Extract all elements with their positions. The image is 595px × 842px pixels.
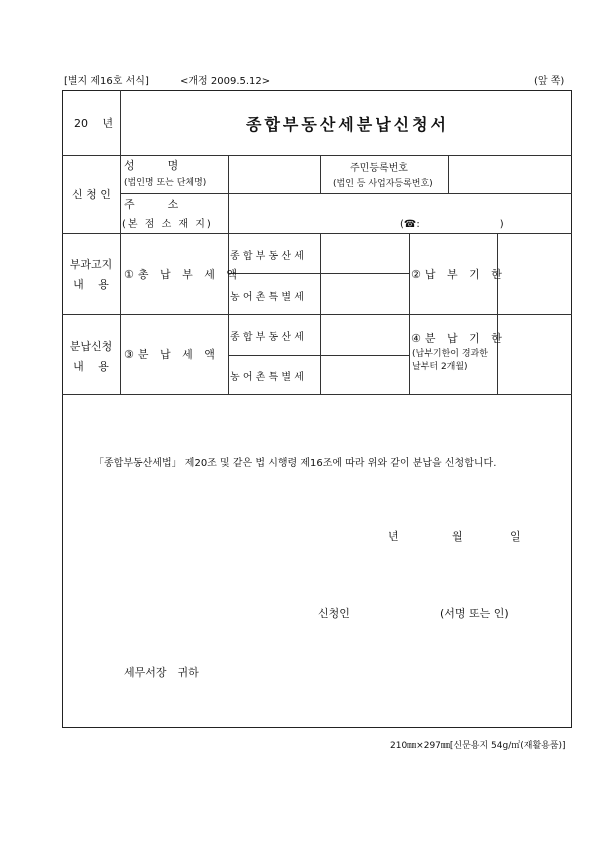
divider-install-end (62, 394, 572, 395)
year-field: 20 년 (74, 117, 114, 130)
installment-amount-label: ③분 납 세 액 (124, 348, 219, 361)
divider-title (62, 155, 572, 156)
name-sublabel: (법인명 또는 단체명) (124, 178, 207, 188)
date-day-label: 일 (510, 530, 521, 543)
paper-spec: 210㎜×297㎜[신문용지 54g/㎡(재활용품)] (390, 741, 566, 751)
installment-rural-tax-label: 농 어 촌 특 별 세 (230, 372, 304, 383)
divider-applicant-end (62, 233, 572, 234)
notice-section-label: 부과고지 내 용 (69, 258, 113, 291)
installment-property-tax-label: 종 합 부 동 산 세 (230, 332, 304, 343)
phone-field: (☎: ) (400, 219, 504, 230)
name-label: 성 명 (124, 159, 179, 172)
signature-field: (서명 또는 인) (440, 607, 509, 620)
address-label: 주 소 (124, 198, 179, 211)
divider-left-col (120, 90, 121, 394)
divider-value-col (320, 233, 321, 394)
signer-label: 신청인 (318, 607, 350, 620)
addressee: 세무서장 귀하 (124, 666, 199, 679)
total-tax-label: ①총 납 부 세 액 (124, 268, 241, 281)
form-title: 종합부동산세분납신청서 (246, 115, 450, 134)
installment-deadline-note: (납부기한이 경과한 날부터 2개월) (412, 349, 488, 372)
form-number: [별지 제16호 서식] (64, 76, 149, 87)
divider-deadline-col (409, 233, 410, 394)
revision-date: <개정 2009.5.12> (180, 76, 271, 87)
divider-notice-mid (228, 273, 409, 274)
notice-rural-tax-label: 농 어 촌 특 별 세 (230, 292, 304, 303)
installment-deadline-label: ④분 납 기 한 (411, 332, 506, 345)
divider-applicant (120, 193, 572, 194)
applicant-section-label: 신 청 인 (72, 188, 111, 201)
divider-name-col (228, 155, 229, 193)
divider-install-mid (228, 355, 409, 356)
notice-property-tax-label: 종 합 부 동 산 세 (230, 251, 304, 262)
application-statement: 「종합부동산세법」 제20조 및 같은 법 시행령 제16조에 따라 위와 같이 분납을 신청합니다. (94, 458, 497, 469)
date-month-label: 월 (452, 530, 463, 543)
divider-regno-right (448, 155, 449, 193)
payment-deadline-label: ②납 부 기 한 (411, 268, 506, 281)
date-year-label: 년 (388, 530, 399, 543)
divider-notice-end (62, 314, 572, 315)
divider-amount-col (228, 233, 229, 394)
address-sublabel: (본 점 소 재 지) (122, 219, 213, 230)
divider-regno-left (320, 155, 321, 193)
divider-address-col (228, 193, 229, 233)
reg-no-sublabel: (법인 등 사업자등록번호) (333, 179, 433, 189)
installment-section-label: 분납신청 내 용 (69, 340, 113, 373)
page-side: (앞 쪽) (534, 76, 565, 87)
divider-deadline-value-col (497, 233, 498, 394)
reg-no-label: 주민등록번호 (350, 163, 408, 174)
